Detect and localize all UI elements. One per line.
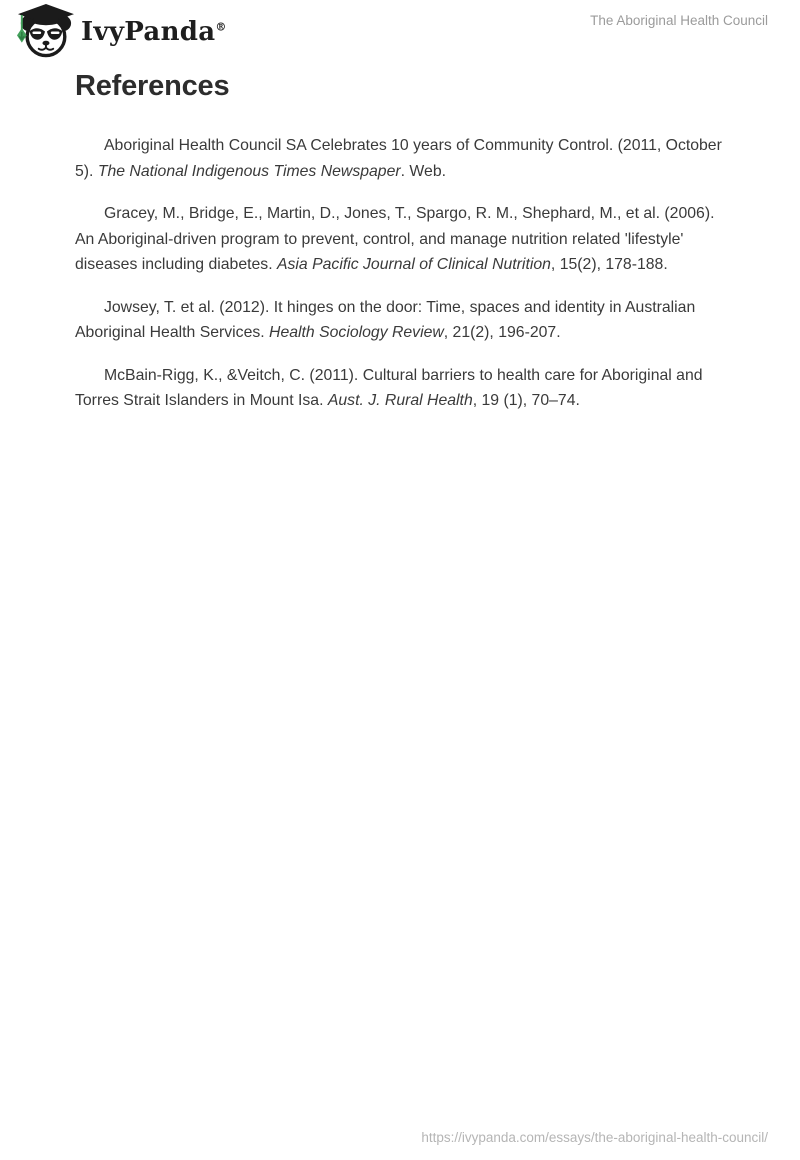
reference-source-italic: The National Indigenous Times Newspaper — [97, 162, 401, 180]
reference-entry — [75, 363, 727, 414]
reference-entry — [75, 295, 727, 346]
reference-text: Aboriginal Health Council SA Celebrates 10 years of Community Control. (2011, October 5). — [75, 137, 722, 180]
reference-source-italic: Health Sociology Review — [269, 324, 444, 342]
brand-link[interactable] — [14, 3, 227, 59]
reference-text: . Web. — [400, 162, 446, 180]
running-head-title: The Aboriginal Health Council — [590, 13, 768, 28]
page-title: References — [75, 70, 230, 102]
reference-entry — [75, 133, 727, 184]
references-list — [75, 133, 727, 414]
brand-name-text: IvyPanda — [81, 17, 216, 47]
ivypanda-panda-logo-icon — [14, 3, 76, 59]
reference-text: Jowsey, T. et al. (2012). It hinges on the door: Time, spaces and identity in Australian Aboriginal Health Services. — [75, 298, 696, 342]
brand-name — [81, 19, 227, 45]
page-header — [0, 0, 800, 64]
reference-text: , 15(2), 178-188. — [550, 256, 668, 274]
source-url[interactable]: https://ivypanda.com/essays/the-aboriginal-health-council/ — [421, 1130, 768, 1145]
reference-source-italic: Aust. J. Rural Health — [327, 392, 473, 410]
registered-mark: ® — [215, 20, 227, 34]
reference-source-italic: Asia Pacific Journal of Clinical Nutrition — [276, 256, 551, 274]
document-body — [75, 70, 727, 431]
reference-text: , 21(2), 196-207. — [443, 324, 561, 342]
reference-text: , 19 (1), 70–74. — [472, 392, 580, 410]
reference-text: McBain-Rigg, K., &Veitch, C. (2011). Cultural barriers to health care for Aboriginal and Torres Strait Islanders in Mount Isa. — [75, 366, 703, 410]
reference-text: Gracey, M., Bridge, E., Martin, D., Jones, T., Spargo, R. M., Shephard, M., et al. (2006). An Aboriginal-driven program to prevent, control, and manage nutrition related 'lifestyle' diseases including diabetes. — [75, 205, 715, 274]
reference-entry — [75, 201, 727, 278]
